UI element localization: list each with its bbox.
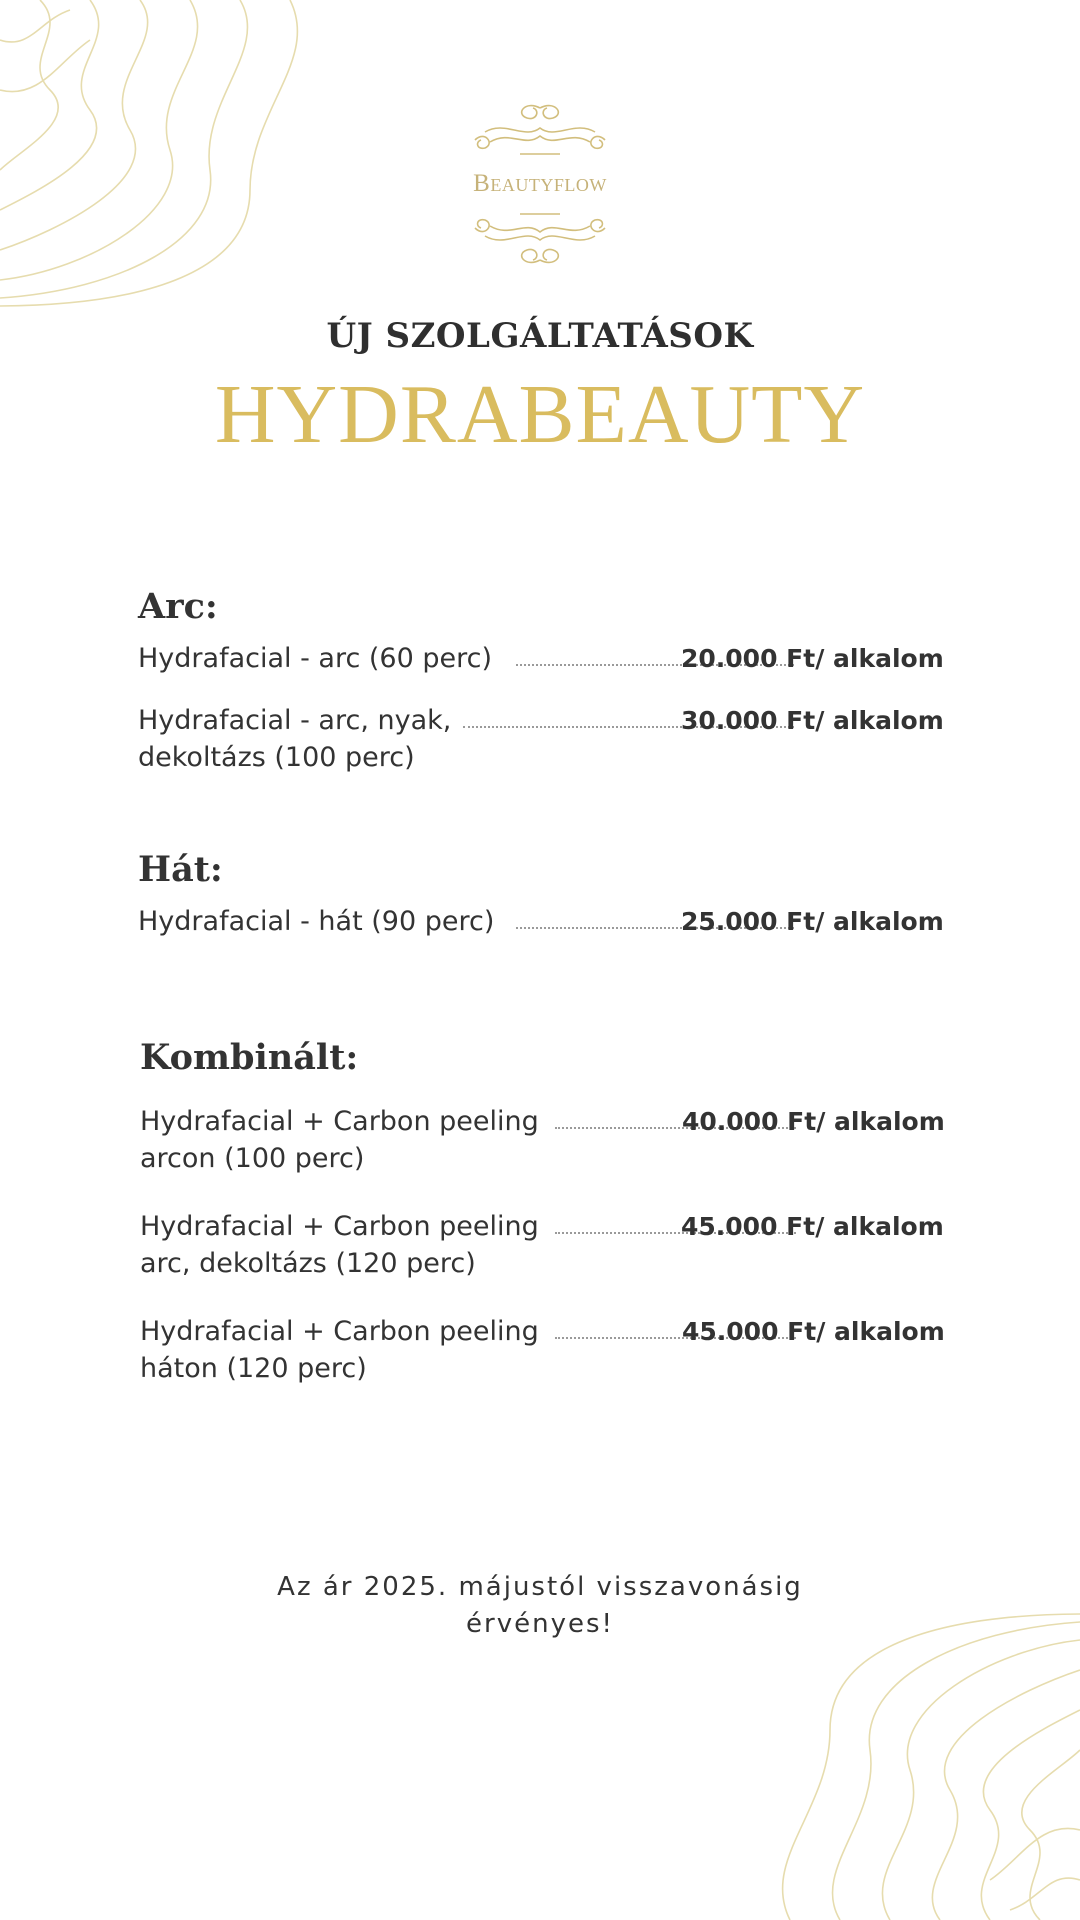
page-title: HYDRABEAUTY [214, 368, 866, 461]
service-item [138, 903, 944, 943]
ornament-top-icon [465, 100, 615, 160]
service-item [140, 1208, 944, 1288]
service-item [140, 1103, 945, 1183]
service-name: Hydrafacial + Carbon peeling arc, dekoltázs (120 perc) [140, 1211, 539, 1279]
service-name: Hydrafacial - arc, nyak, dekoltázs (100 perc) [138, 705, 452, 773]
service-name: Hydrafacial + Carbon peeling arcon (100 perc) [140, 1106, 539, 1174]
service-name: Hydrafacial - hát (90 perc) [138, 906, 495, 937]
service-price: 20.000 Ft/ alkalom [681, 644, 944, 673]
service-item [138, 702, 944, 782]
service-name: Hydrafacial - arc (60 perc) [138, 643, 493, 674]
service-item [138, 640, 944, 680]
wave-decoration-top-left [0, 0, 320, 310]
service-price: 45.000 Ft/ alkalom [681, 1212, 944, 1241]
validity-note-line1: Az ár 2025. májustól visszavonásig [277, 1572, 803, 1602]
validity-note-line2: érvényes! [466, 1609, 614, 1639]
service-price: 25.000 Ft/ alkalom [681, 907, 944, 936]
service-price: 40.000 Ft/ alkalom [682, 1107, 945, 1136]
section-title-kombinalt: Kombinált: [140, 1037, 359, 1078]
section-title-hat: Hát: [138, 849, 223, 890]
page-subtitle: ÚJ SZOLGÁLTATÁSOK [326, 316, 754, 356]
validity-note [240, 1569, 840, 1643]
logo-text: Beautyflow [473, 170, 607, 197]
service-price: 45.000 Ft/ alkalom [682, 1317, 945, 1346]
service-name: Hydrafacial + Carbon peeling háton (120 perc) [140, 1316, 539, 1384]
brand-logo [465, 100, 615, 270]
service-item [140, 1313, 945, 1393]
wave-decoration-bottom-right [760, 1610, 1080, 1920]
ornament-bottom-icon [465, 208, 615, 268]
service-price: 30.000 Ft/ alkalom [681, 706, 944, 735]
section-title-arc: Arc: [138, 586, 218, 627]
